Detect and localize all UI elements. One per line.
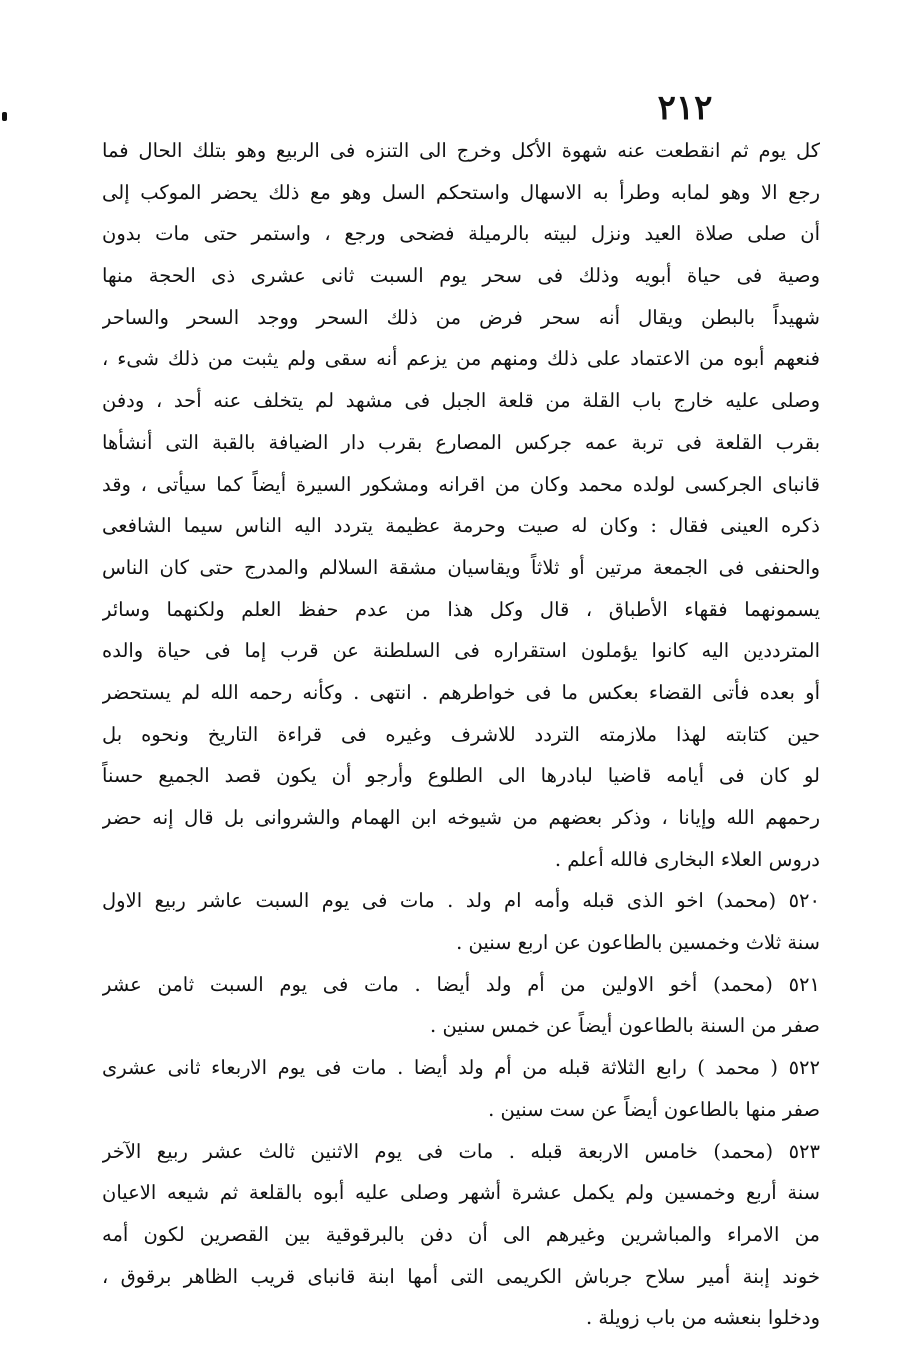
text-line: ٥٢٣ (محمد) خامس الاربعة قبله . مات فى يوم الاثنين ثالث عشر ربيع الآخر <box>102 1139 820 1163</box>
text-line: حين كتابته لهذا ملازمته التردد للاشرف وغيره فى قراءة التاريخ ونحوه بل <box>102 722 820 746</box>
text-line: قانباى الجركسى لولده محمد وكان من اقرانه ومشكور السيرة أيضاً كما سيأتى ، وقد <box>102 472 820 496</box>
page-number: ٢١٢ <box>657 88 713 128</box>
text-line: صفر من السنة بالطاعون أيضاً عن خمس سنين . <box>430 1014 820 1038</box>
margin-mark <box>2 112 7 121</box>
text-line: بقرب القلعة فى تربة عمه جركس المصارع بقرب دار الضيافة بالقبة التى أنشأها <box>102 430 820 454</box>
text-line: لو كان فى أيامه قاضيا لبادرها الى الطلوع وأرجو أن يكون قصد الجميع حسناً <box>102 764 820 788</box>
text-line: شهيداً بالبطن ويقال أنه سحر فرض من ذلك السحر ووجد السحر والساحر <box>102 305 820 329</box>
text-line: يسمونهما فقهاء الأطباق ، قال وكل هذا من عدم حفظ العلم ولكنهما وسائر <box>102 597 820 621</box>
text-line: سنة أربع وخمسين ولم يكمل عشرة أشهر وصلى عليه أبوه بالقلعة ثم شيعه الاعيان <box>102 1181 820 1205</box>
text-line: المترددين اليه كانوا يؤملون استقراره فى السلطنة عن قرب إما فى حياة والده <box>102 639 820 663</box>
text-line: ذكره العينى فقال : وكان له صيت وحرمة عظيمة يتردد اليه الناس سيما الشافعى <box>102 514 820 538</box>
text-line: وصية فى حياة أبويه وذلك فى سحر يوم السبت ثانى عشرى ذى الحجة منها <box>102 264 820 288</box>
text-line: رجع الا وهو لمابه وطرأ به الاسهال واستحكم السل وهو مع ذلك يحضر الموكب إلى <box>102 180 820 204</box>
text-line: ٥٢١ (محمد) أخو الاولين من أم ولد أيضا . مات فى يوم السبت ثامن عشر <box>102 972 820 996</box>
text-line: كل يوم ثم انقطعت عنه شهوة الأكل وخرج الى التنزه فى الربيع وهو بتلك الحال فما <box>102 139 820 162</box>
text-line: خوند إبنة أمير سلاح جرباش الكريمى التى أمها ابنة قانباى قريب الظاهر برقوق ، <box>102 1264 820 1288</box>
text-line: من الامراء والمباشرين وغيرهم الى أن دفن بالبرقوقية بين القصرين لكون أمه <box>102 1222 820 1246</box>
text-line: ودخلوا بنعشه من باب زويلة . <box>585 1306 820 1330</box>
text-line: فنعهم أبوه من الاعتماد على ذلك ومنهم من يزعم أنه سقى ولم يثبت من ذلك شىء ، <box>102 347 820 371</box>
text-line: ٥٢٢ ( محمد ) رابع الثلاثة قبله من أم ولد أيضا . مات فى يوم الاربعاء ثانى عشرى <box>102 1056 820 1080</box>
text-line: أن صلى صلاة العيد ونزل لبيته بالرميلة فضحى ورجع ، واستمر حتى مات بدون <box>102 222 820 246</box>
text-line: والحنفى فى الجمعة مرتين أو ثلاثاً ويقاسيان مشقة السلالم والمدرج حتى كان الناس <box>102 555 820 579</box>
text-line: صفر منها بالطاعون أيضاً عن ست سنين . <box>488 1097 820 1121</box>
body-text <box>102 130 820 1339</box>
text-line: سنة ثلاث وخمسين بالطاعون عن اربع سنين . <box>456 931 820 955</box>
text-line: أو بعده فأتى القضاء بعكس ما فى خواطرهم . انتهى . وكأنه رحمه الله لم يستحضر <box>102 680 820 704</box>
text-line: ٥٢٠ (محمد) اخو الذى قبله وأمه ام ولد . مات فى يوم السبت عاشر ربيع الاول <box>102 889 820 913</box>
text-line: دروس العلاء البخارى فالله أعلم . <box>554 847 820 871</box>
text-line: رحمهم الله وإيانا ، وذكر بعضهم من شيوخه ابن الهمام والشروانى بل قال إنه حضر <box>102 806 820 829</box>
text-line: وصلى عليه خارج باب القلة من قلعة الجبل فى مشهد لم يتخلف عنه أحد ، ودفن <box>102 389 820 413</box>
